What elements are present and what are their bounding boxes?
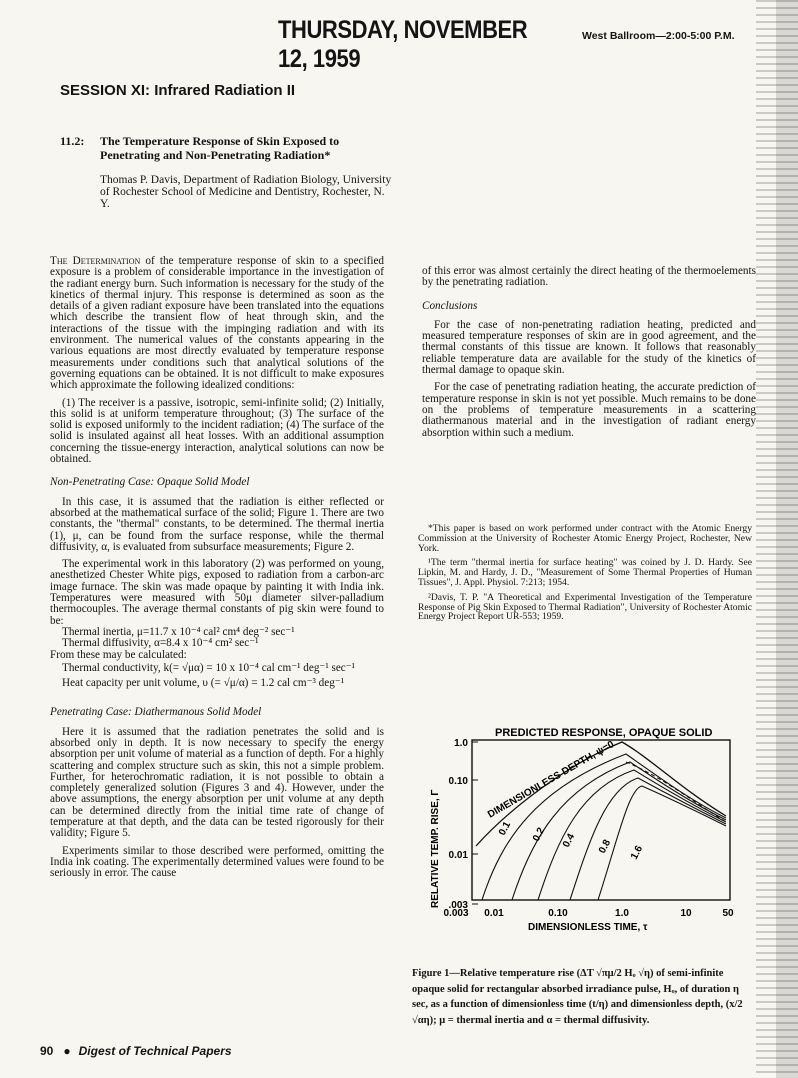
nonpen-paragraph-2: The experimental work in this laboratory (2) was performed on young, anesthetized Chester White pigs, exposed to radiation from a carbon-arc image furnace. The skin was made opaque by painting it with India ink. Temperatures were measured with 50μ diameter silver-palladium thermocouples. The average thermal constants of pig skin were found to be: (50, 558, 384, 627)
y-tick-label: 0.10 (448, 776, 468, 787)
continued-paragraph: of this error was almost certainly the direct heating of the thermoelements by the penetrating radiation. (422, 265, 756, 289)
footer-title: Digest of Technical Papers (78, 1044, 232, 1058)
session-title: SESSION XI: Infrared Radiation II (60, 82, 296, 99)
conclusions-paragraph-2: For the case of penetrating radiation heating, the accurate prediction of temperature response in skin is not yet possible. Much remains to be done on the problems of temperature measurements in a scattering diathermanous material and in the investigation of radiant energy absorption within such a medium. (422, 381, 756, 439)
conditions-paragraph: (1) The receiver is a passive, isotropic, semi-infinite solid; (2) Initially, this solid is at uniform temperature throughout; (3) The surface of the solid is exposed uniformly to the incident radiation; (4) The surface of the solid is insulated against all heat losses. With an additional assumption concerning the tissue-energy interaction, analytical solutions can now be obtained. (50, 396, 384, 466)
intro-paragraph (50, 256, 384, 392)
x-tick-label: 0.01 (484, 908, 504, 919)
paper-author: Thomas P. Davis, Department of Radiation Biology, University of Rochester School of Medicine and Dentistry, Rochester, N. Y. (100, 174, 392, 210)
left-column (50, 256, 384, 886)
figure-xlabel: DIMENSIONLESS TIME, τ (528, 922, 648, 933)
intro-rest: of the temperature response of skin to a specified exposure is a problem of considerable importance in the investigation of the radiant energy burn. Such information is necessary for the study of the kinetics of thermal injury. This response is determined as soon as the details of a given radiant exposure have been translated into the equations which describe the transient flow of heat through skin, and the interactions of the tissue with the impinging radiation and with its environment. The numerical values of the constants appearing in the various equations are most directly evaluated by temperature response measurements under conditions such that analytical solutions of the governing equations can be obtained. It is not difficult to make exposures which approximate the following idealized conditions: (50, 255, 385, 392)
footnotes (418, 524, 752, 627)
curve-depth-label: 0.2 (530, 825, 548, 844)
page-number: 90 (40, 1044, 54, 1058)
paper-title: The Temperature Response of Skin Exposed to Penetrating and Non-Penetrating Radiation* (100, 134, 340, 162)
x-tick-label: 0.10 (548, 908, 568, 919)
heading-non-penetrating: Non-Penetrating Case: Opaque Solid Model (50, 476, 250, 489)
x-tick-label: 1.0 (615, 908, 629, 919)
footnote-1: ¹The term "thermal inertia for surface heating" was coined by J. D. Hardy. See Lipkin, M. and Hardy, J. D., "Measurement of Some Thermal Properties of Human Tissues", J. Appl. Physiol. 7:213; 1954. (418, 557, 752, 588)
curve-surface (476, 742, 726, 846)
y-tick-label: 0.01 (448, 850, 468, 861)
constant-thermal-inertia: Thermal inertia, μ=11.7 x 10⁻⁴ cal² cm⁴ deg⁻² sec⁻¹ (62, 625, 295, 638)
x-tick-label: 0.003 (443, 908, 469, 919)
header-date: THURSDAY, NOVEMBER 12, 1959 (278, 16, 528, 73)
curve-depth (482, 754, 726, 900)
y-tick-label: 1.0 (454, 738, 468, 749)
constant-thermal-diffusivity: Thermal diffusivity, α=8.4 x 10⁻⁴ cm² sec⁻¹ (62, 637, 259, 650)
footnote-2: ²Davis, T. P. "A Theoretical and Experimental Investigation of the Temperature Response of Pig Skin Exposed to Thermal Radiation", University of Rochester Atomic Energy Project Report UR-553; 1959. (418, 591, 752, 623)
pen-paragraph-2: Experiments similar to those described were performed, omitting the India ink coating. The experimentally determined values were found to be seriously in error. The cause (50, 844, 384, 880)
calc-heat-capacity: Heat capacity per unit volume, υ (= √μ/α) = 1.2 cal cm⁻³ deg⁻¹ (62, 677, 345, 690)
curve-depth-label: 0.8 (596, 837, 614, 856)
calc-intro: From these may be calculated: (50, 648, 187, 661)
nonpen-paragraph-1: In this case, it is assumed that the radiation is either reflected or absorbed at the mathematical surface of the solid; Figure 1. There are two constants, the "thermal" constants, to be determined. The thermal inertia (1), μ, can be found from the surface response, while the thermal diffusivity, α, is evaluated from subsurface measurements; Figure 2. (50, 495, 384, 553)
pen-paragraph-1: Here it is assumed that the radiation penetrates the solid and is absorbed only in depth. It is now necessary to specify the energy absorption per unit volume of material as a function of depth. For a highly scattering and complex structure such as skin, this not a simple problem. Further, for heterochromatic radiation, it is not possible to obtain a completely generalized solution (Figures 3 and 4). However, under the above assumptions, the energy absorption per unit volume at any depth can be determined directly from the initial time rate of change of temperature at that depth, and the data can be tested rigorously for their validity; Figure 5. (50, 725, 384, 840)
calc-conductivity: Thermal conductivity, k(= √μα) = 10 x 10⁻⁴ cal cm⁻¹ deg⁻¹ sec⁻¹ (62, 661, 356, 674)
conclusions-paragraph-1: For the case of non-penetrating radiation heating, predicted and measured temperature responses of skin are in good agreement, and the thermal constants of this tissue are known. It follows that reasonably reliable temperature data are available for the study of the kinetics of thermal damage to opaque skin. (422, 318, 756, 377)
header-room-time: West Ballroom—2:00-5:00 P.M. (582, 30, 735, 42)
paper-number: 11.2: (60, 134, 85, 148)
x-tick-label: 50 (722, 908, 734, 919)
curve-depth-label: 0.1 (496, 819, 514, 838)
heading-conclusions: Conclusions (422, 299, 478, 312)
footer-bullet: ● (63, 1044, 71, 1058)
right-column (422, 266, 756, 445)
heading-penetrating: Penetrating Case: Diathermanous Solid Model (50, 706, 262, 719)
intro-lead: The Determination (50, 255, 141, 267)
scanned-page-edge (756, 0, 798, 1078)
curve-depth (570, 778, 726, 900)
figure-ylabel: RELATIVE TEMP. RISE, Γ (430, 789, 441, 908)
curve-depth-label: 0.4 (560, 831, 578, 850)
plot-frame (472, 740, 730, 900)
x-tick-label: 10 (680, 908, 692, 919)
y-tick-label: .003 (448, 900, 468, 911)
figure-caption: Figure 1—Relative temperature rise (ΔT √πμ/2 Hₒ √η) of semi-infinite opaque solid for rectangular absorbed irradiance pulse, Hₒ, of duration η sec, as a function of dimensionless time (t/η) and dimensionless depth, (x/2 √αη); μ = thermal inertia and α = thermal diffusivity. (412, 968, 743, 1026)
figure-1-chart (420, 718, 750, 938)
curve-depth-label: 1.6 (628, 843, 646, 862)
figure-depth-label: DIMENSIONLESS DEPTH, ψ=0 (486, 739, 617, 821)
footer (40, 1044, 232, 1058)
figure-title: PREDICTED RESPONSE, OPAQUE SOLID (495, 727, 713, 739)
footnote-asterisk: *This paper is based on work performed under contract with the Atomic Energy Commission at the University of Rochester Atomic Energy Project, Rochester, New York. (418, 523, 752, 554)
